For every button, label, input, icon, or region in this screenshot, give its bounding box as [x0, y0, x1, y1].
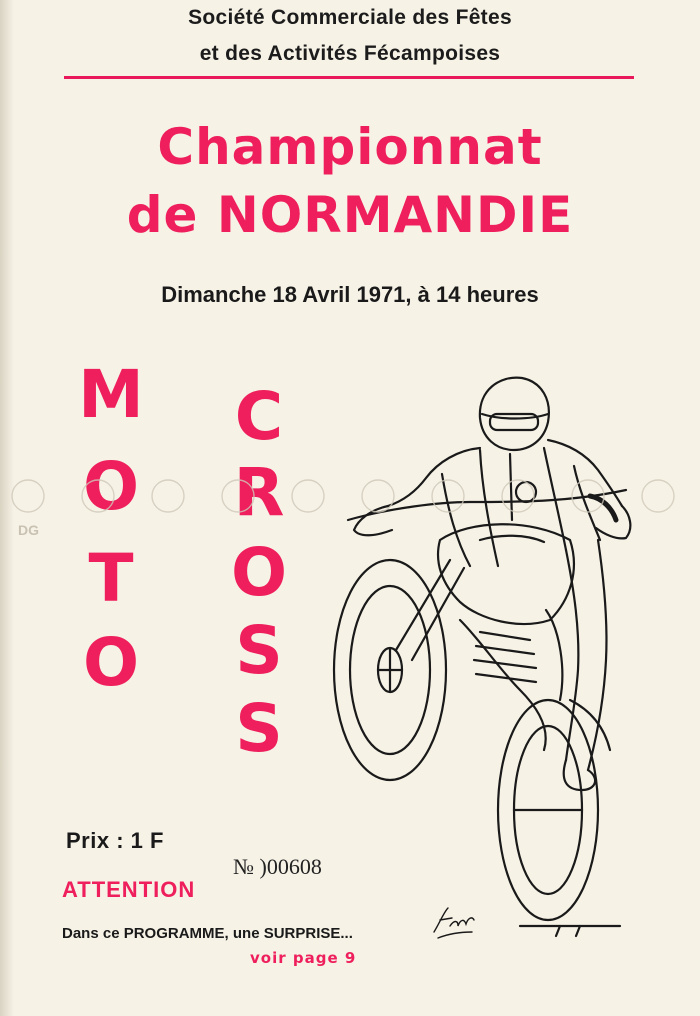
title-normandie: de NORMANDIE	[126, 186, 574, 244]
header-divider	[64, 76, 634, 79]
attention-label: ATTENTION	[62, 877, 196, 902]
moto-letter-o2: O	[82, 624, 140, 701]
event-date: Dimanche 18 Avril 1971, à 14 heures	[161, 282, 539, 307]
price-label: Prix : 1 F	[66, 828, 164, 853]
see-page-link: voir page 9	[250, 949, 357, 967]
motocross-rider-illustration	[330, 370, 650, 940]
moto-letter-m: M	[78, 356, 144, 433]
watermark-label: DG	[18, 522, 39, 538]
moto-letter-o: O	[82, 448, 140, 525]
surprise-notice: Dans ce PROGRAMME, une SURPRISE...	[62, 925, 353, 942]
cross-letter-s2: S	[235, 690, 283, 767]
organizer-line-1: Société Commerciale des Fêtes	[188, 6, 512, 29]
artist-signature	[430, 902, 478, 942]
cross-letter-o: O	[230, 534, 288, 611]
organizer-line-2: et des Activités Fécampoises	[199, 42, 501, 65]
ticket-number: № )00608	[233, 854, 322, 879]
cross-letter-s: S	[235, 612, 283, 689]
watermark-strip	[0, 476, 700, 546]
moto-letter-t: T	[88, 540, 134, 617]
cross-letter-c: C	[234, 378, 284, 455]
cross-letter-r: R	[233, 454, 285, 531]
title-championnat: Championnat	[157, 118, 543, 176]
